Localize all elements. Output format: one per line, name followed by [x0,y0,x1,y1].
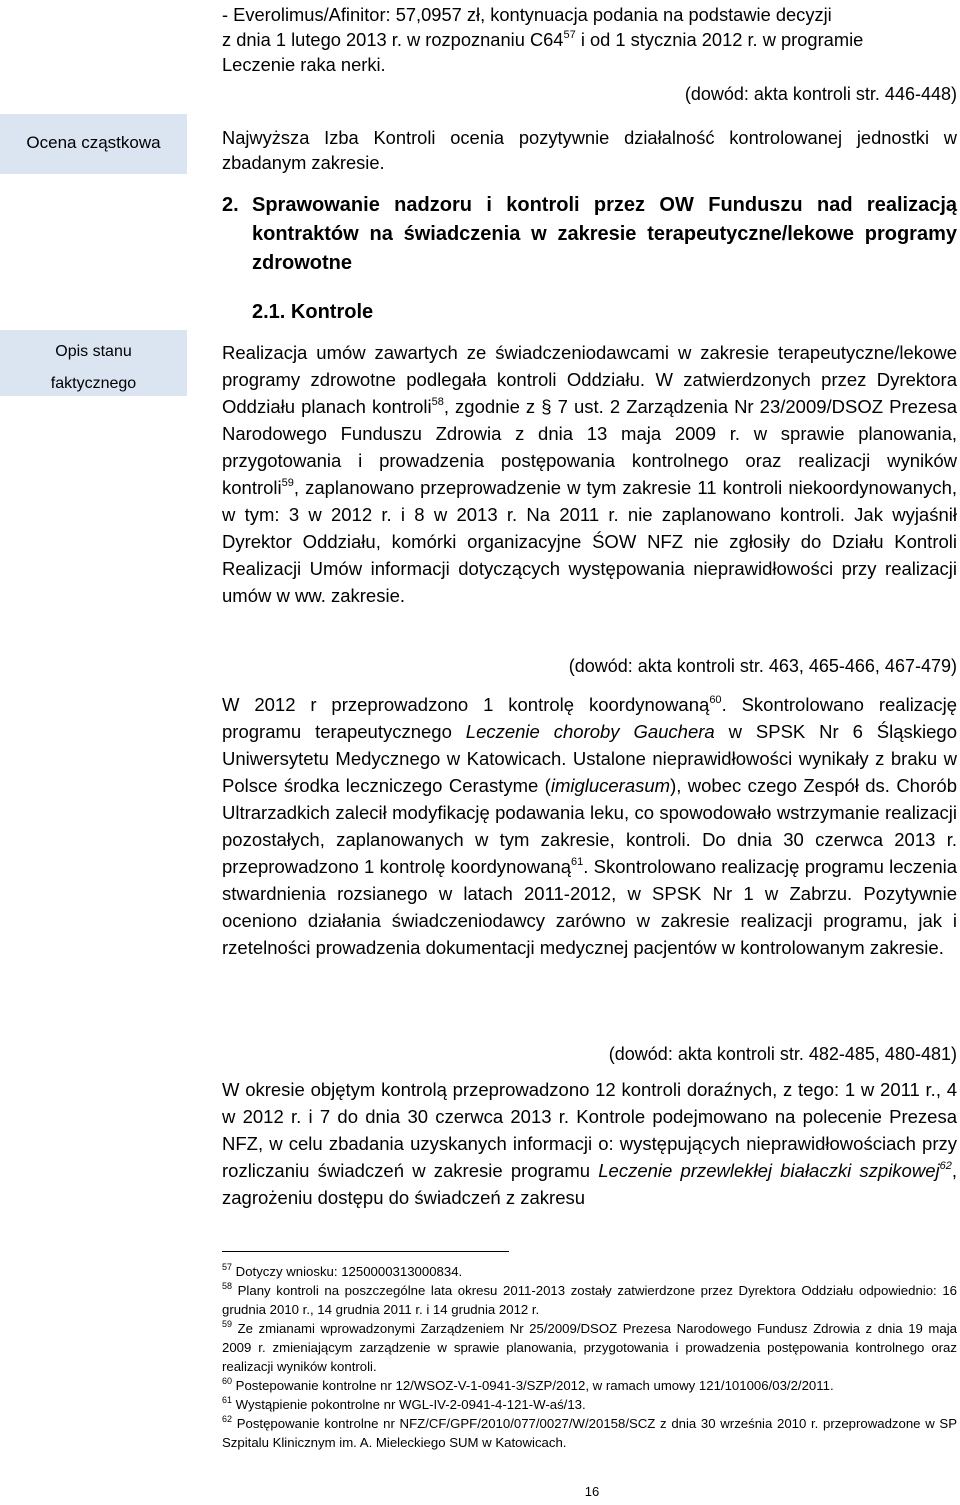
evidence-p1: (dowód: akta kontroli str. 463, 465-466, 467-479) [568,656,957,676]
sidebar-opis-box [0,330,187,396]
footnote-58: $^{58}$ Plany kontroli na poszczególne lata okresu 2011-2013 zostały zatwierdzone przez Dyrektora Oddziału odpowiednio: 16 grudnia 2010 r., 14 grudnia 2011 r. i 14 grudnia 2012 r. [222,1281,957,1317]
ocena-text: Najwyższa Izba Kontroli ocenia pozytywnie działalność kontrolowanej jednostki w zbadanym zakresie. [222,127,957,173]
footnotes [222,1262,957,1452]
footnote-ref-60[interactable]: 60 [709,694,722,706]
footnote-ref-62[interactable]: 62 [939,1160,952,1172]
footnote-ref-58[interactable]: 58 [431,396,444,408]
paragraph-3: W okresie objętym kontrolą przeprowadzono 12 kontroli doraźnych, z tego: 1 w 2011 r., 4 w 2012 r. i 7 do dnia 30 czerwca 2013 r. Kontrole podejmowano na polecenie Prezesa NFZ, w celu zbadania uzyskanych informacji o: występujących nieprawidłowościach przy rozliczaniu świadczeń w zakresie programu Leczenie przewlekłej białaczki szpikowej$^{62}$, zagrożeniu dostępu do świadczeń z zakresu [222,1079,957,1208]
evidence-p2: (dowód: akta kontroli str. 482-485, 480-481) [608,1044,957,1064]
top-line-3: Leczenie raka nerki. [222,54,386,75]
footnote-separator [222,1251,509,1252]
footnote-62: $^{62}$ Postępowanie kontrolne nr NFZ/CF/GPF/2010/077/0027/W/20158/SCZ z dnia 30 września 2010 r. przeprowadzone w SP Szpitalu Klinicznym im. A. Mieleckiego SUM w Katowicach. [222,1414,957,1450]
top-continuation [222,2,957,77]
top-line-1: - Everolimus/Afinitor: 57,0957 zł, kontynuacja podania na podstawie decyzji [222,4,832,25]
section-2-heading [222,191,957,278]
footnote-ref-59[interactable]: 59 [281,477,294,489]
footnote-ref-57[interactable]: 57 [563,29,576,41]
sidebar-opis-label-1: Opis stanu [55,343,132,360]
sidebar-opis-label-2: faktycznego [50,375,137,392]
top-line-2a: z dnia 1 lutego 2013 r. w rozpoznaniu C64 [222,29,564,50]
section-2-number: 2. [222,194,239,216]
paragraph-1: Realizacja umów zawartych ze świadczeniodawcami w zakresie terapeutyczne/lekowe programy zdrowotne podlegała kontroli Oddziału. W zatwierdzonych przez Dyrektora Oddziału planach kontroli$^{58}$, zgodnie z § 7 ust. 2 Zarządzenia Nr 23/2009/DSOZ Prezesa Narodowego Funduszu Zdrowia z dnia 13 maja 2009 r. w sprawie planowania, przygotowania i prowadzenia postępowania kontrolnego oraz realizacji wyników kontroli$^{59}$, zaplanowano przeprowadzenie w tym zakresie 11 kontroli niekoordynowanych, w tym: 3 w 2012 r. i 8 w 2013 r. Na 2011 r. nie zaplanowano kontroli. Jak wyjaśnił Dyrektor Oddziału, komórki organizacyjne ŚOW NFZ nie zgłosiły do Działu Kontroli Realizacji Umów informacji dotyczących występowania nieprawidłowości przy realizacji umów w ww. zakresie. [222,342,957,606]
top-line-2b: i od 1 stycznia 2012 r. w programie [575,29,864,50]
page-number: 16 [584,1484,600,1499]
evidence-top: (dowód: akta kontroli str. 446-448) [684,84,957,104]
sidebar-ocena-box [0,114,187,174]
subsection-2-1-heading: 2.1. Kontrole [252,301,374,323]
sidebar-ocena-label: Ocena cząstkowa [26,133,161,152]
footnote-61: $^{61}$ Wystąpienie pokontrolne nr WGL-IV-2-0941-4-121-W-aś/13. [222,1395,586,1412]
footnote-59: $^{59}$ Ze zmianami wprowadzonymi Zarządzeniem Nr 25/2009/DSOZ Prezesa Narodowego Fundusz Zdrowia z dnia 19 maja 2009 r. zmieniającym zarządzenie w sprawie planowania, przygotowania i prowadzenia postępowania kontrolnego oraz realizacji wyników kontroli. [222,1319,957,1374]
section-2-title: Sprawowanie nadzoru i kontroli przez OW Funduszu nad realizacją kontraktów na świadczenia w zakresie terapeutyczne/lekowe programy zdrowotne [252,194,957,274]
footnote-57: $^{57}$ Dotyczy wniosku: 1250000313000834. [222,1262,463,1279]
footnote-60: $^{60}$ Postepowanie kontrolne nr 12/WSOZ-V-1-0941-3/SZP/2012, w ramach umowy 121/101006/03/2/2011. [222,1376,834,1393]
paragraph-2: W 2012 r przeprowadzono 1 kontrolę koordynowaną$^{60}$. Skontrolowano realizację programu terapeutycznego Leczenie choroby Gauchera w SPSK Nr 6 Śląskiego Uniwersytetu Medycznego w Katowicach. Ustalone nieprawidłowości wynikały z braku w Polsce środka leczniczego Cerastyme (imiglucerasum), wobec czego Zespół ds. Chorób Ultrarzadkich zalecił modyfikację podawania leku, co spowodowało wstrzymanie realizacji pozostałych, zaplanowanych w tym zakresie, kontroli. Do dnia 30 czerwca 2013 r. przeprowadzono 1 kontrolę koordynowaną$^{61}$. Skontrolowano realizację programu leczenia stwardnienia rozsianego w latach 2011-2012, w SPSK Nr 1 w Zabrzu. Pozytywnie oceniono działania świadczeniodawcy zarówno w zakresie realizacji programu, jak i rzetelności prowadzenia dokumentacji medycznej pacjentów w kontrolowanym zakresie. [222,694,958,958]
footnote-ref-61[interactable]: 61 [571,856,584,868]
